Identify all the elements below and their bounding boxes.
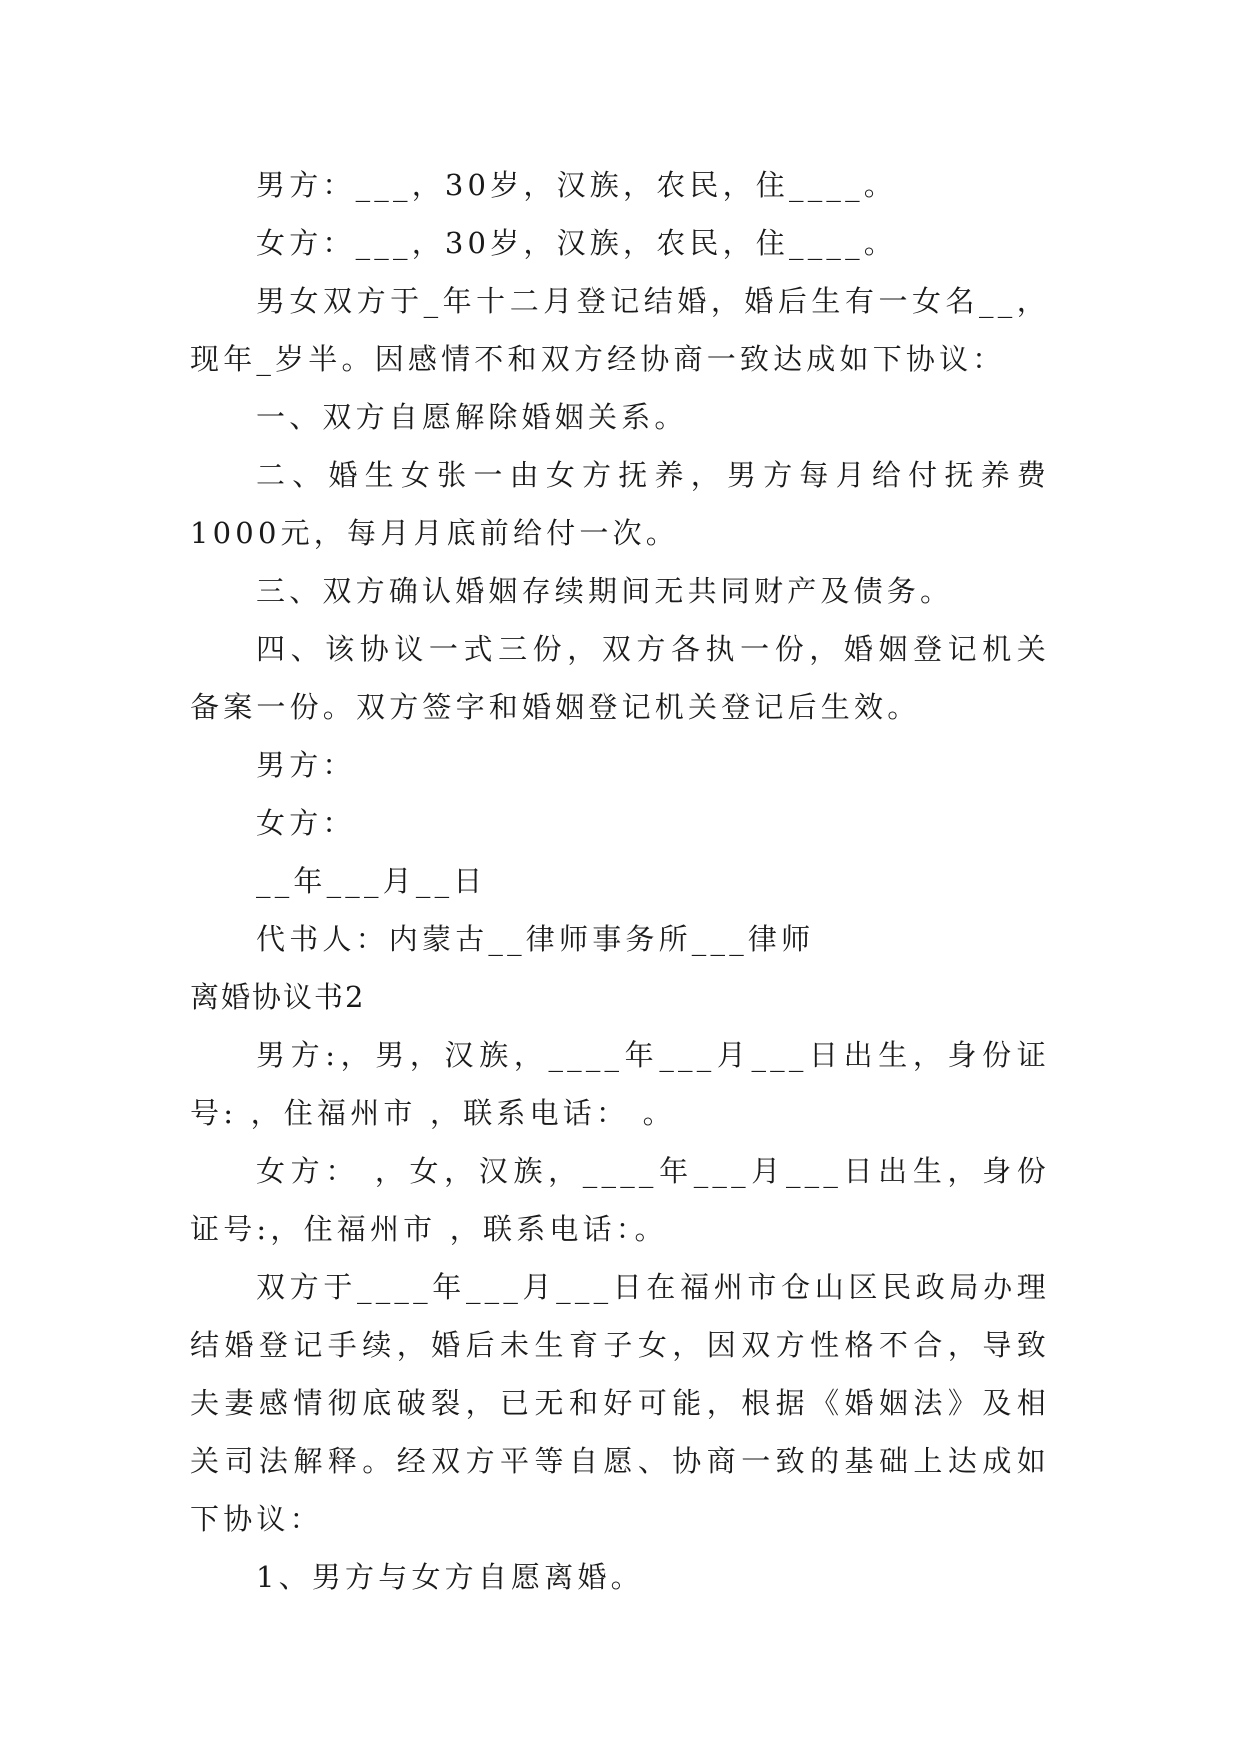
date-line: __年___月__日: [256, 864, 487, 898]
section-heading: 离婚协议书2: [190, 980, 366, 1014]
male-signature-line: 男方：: [256, 748, 356, 782]
male-party-info: 男方：___，30岁，汉族，农民，住____。: [256, 168, 898, 202]
document-body: [190, 156, 1050, 1606]
agreement-item-1: 1、男方与女方自愿离婚。: [256, 1560, 644, 1594]
female-signature-line: 女方：: [256, 806, 356, 840]
female-party-details: 女方： ，女，汉族，____年___月___日出生，身份证号:，住福州市 ，联系电话：。: [190, 1154, 1050, 1246]
drafter-line: 代书人：内蒙古__律师事务所___律师: [256, 922, 815, 956]
female-party-info: 女方：___，30岁，汉族，农民，住____。: [256, 226, 898, 260]
clause-4: 四、该协议一式三份，双方各执一份，婚姻登记机关备案一份。双方签字和婚姻登记机关登记后生效。: [190, 632, 1050, 724]
clause-2: 二、婚生女张一由女方抚养，男方每月给付抚养费1000元，每月月底前给付一次。: [190, 458, 1050, 550]
marriage-registration-paragraph: 双方于____年___月___日在福州市仓山区民政局办理结婚登记手续，婚后未生育子女，因双方性格不合，导致夫妻感情彻底破裂，已无和好可能，根据《婚姻法》及相关司法解释。经双方平等自愿、协商一致的基础上达成如下协议：: [190, 1270, 1050, 1536]
clause-3: 三、双方确认婚姻存续期间无共同财产及债务。: [256, 574, 954, 608]
marriage-background: 男女双方于_年十二月登记结婚，婚后生有一女名__，现年_岁半。因感情不和双方经协商一致达成如下协议：: [190, 284, 1050, 376]
male-party-details: 男方:，男，汉族，____年___月___日出生，身份证号: ，住福州市 ，联系电话： 。: [190, 1038, 1050, 1130]
clause-1: 一、双方自愿解除婚姻关系。: [256, 400, 688, 434]
